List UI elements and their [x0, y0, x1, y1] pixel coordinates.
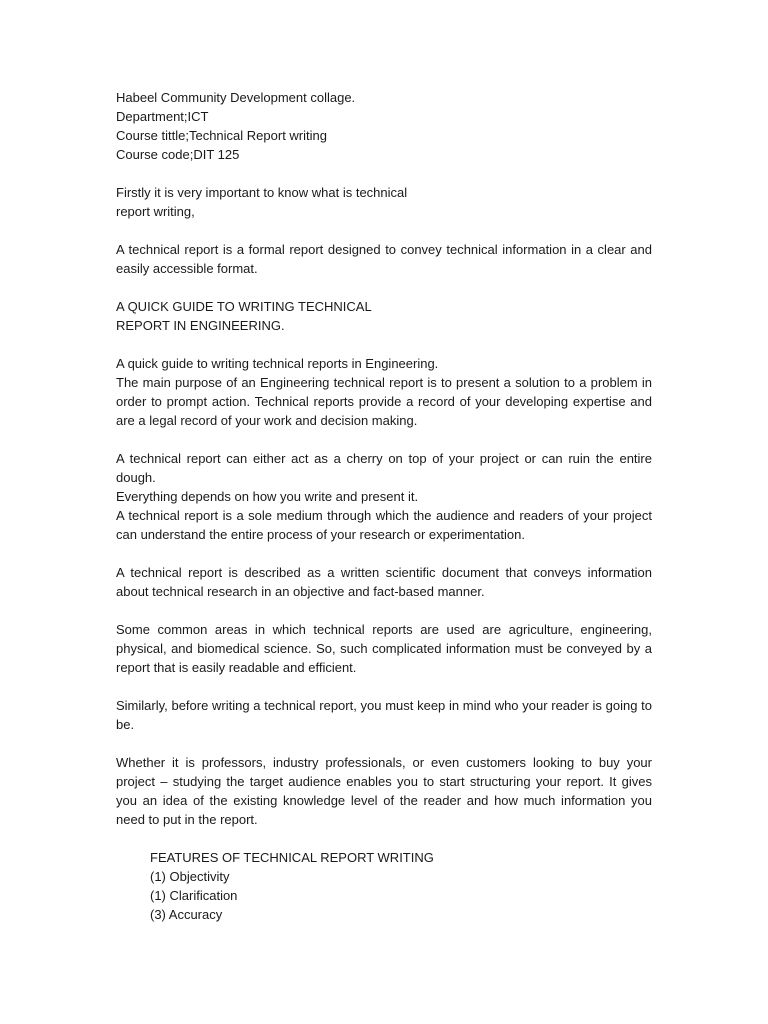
cherry-line-1: A technical report can either act as a cherry on top of your project or can ruin the entire dough.: [116, 451, 652, 485]
audience-paragraph: Whether it is professors, industry professionals, or even customers looking to buy your project – studying the target audience enables you to start structuring your report. It gives you an idea of the existing knowledge level of the reader and how much information you need to put in the report.: [116, 755, 652, 827]
course-title-line: Course tittle;Technical Report writing: [116, 128, 327, 143]
cherry-paragraph: [116, 449, 652, 544]
features-section: [116, 848, 652, 924]
intro-line-2: report writing,: [116, 204, 195, 219]
intro-line-1: Firstly it is very important to know what is technical: [116, 185, 408, 200]
intro-paragraph: [116, 183, 652, 221]
feature-item: (3) Accuracy: [150, 907, 223, 922]
cherry-line-3: A technical report is a sole medium through which the audience and readers of your project can understand the entire process of your research or experimentation.: [116, 508, 652, 542]
reader-paragraph: Similarly, before writing a technical report, you must keep in mind who your reader is going to be.: [116, 698, 652, 732]
guide-heading-line-1: A QUICK GUIDE TO WRITING TECHNICAL: [116, 299, 372, 314]
guide-heading: [116, 297, 652, 335]
areas-paragraph: Some common areas in which technical reports are used are agriculture, engineering, physical, and biomedical science. So, such complicated information must be conveyed by a report that is easily readable and efficient.: [116, 622, 652, 675]
guide-paragraph: [116, 354, 652, 430]
definition-paragraph: A technical report is a formal report designed to convey technical information in a clear and easily accessible format.: [116, 242, 652, 276]
features-heading: FEATURES OF TECHNICAL REPORT WRITING: [150, 850, 434, 865]
department-line: Department;ICT: [116, 109, 209, 124]
feature-item: (1) Clarification: [150, 888, 238, 903]
college-name: Habeel Community Development collage.: [116, 90, 356, 105]
course-code-line: Course code;DIT 125: [116, 147, 240, 162]
described-paragraph: A technical report is described as a written scientific document that conveys information about technical research in an objective and fact-based manner.: [116, 565, 652, 599]
guide-body: The main purpose of an Engineering technical report is to present a solution to a problem in order to prompt action. Technical reports provide a record of your developing expertise and are a legal record of your work and decision making.: [116, 375, 652, 428]
document-body: [116, 88, 652, 924]
feature-item: (1) Objectivity: [150, 869, 230, 884]
guide-heading-line-2: REPORT IN ENGINEERING.: [116, 318, 285, 333]
guide-intro-line: A quick guide to writing technical reports in Engineering.: [116, 356, 439, 371]
cherry-line-2: Everything depends on how you write and present it.: [116, 489, 419, 504]
header-block: [116, 88, 652, 164]
